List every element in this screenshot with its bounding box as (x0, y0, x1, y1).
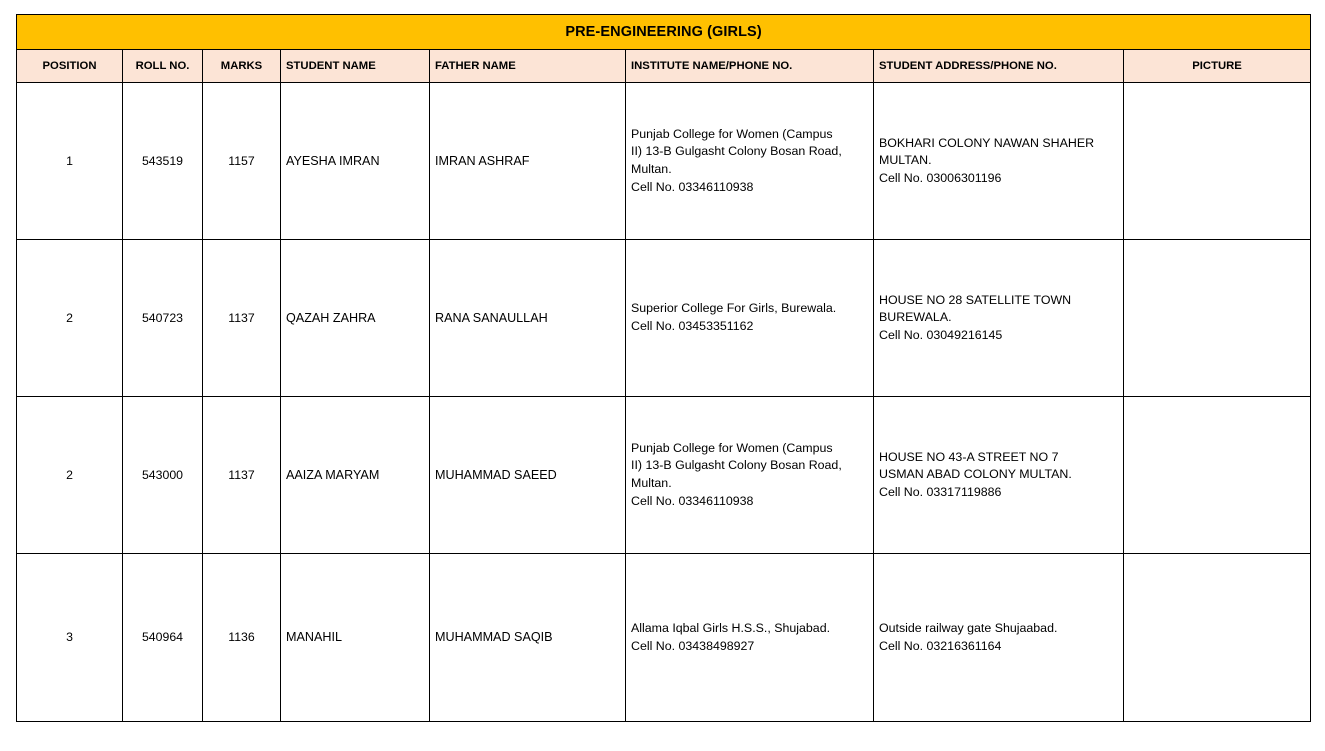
table-row (17, 240, 1311, 397)
institute-line: Superior College For Girls, Burewala. (631, 301, 837, 316)
cell-position: 1 (17, 83, 123, 240)
cell-father-name: IMRAN ASHRAF (430, 83, 626, 240)
cell-picture (1124, 554, 1311, 722)
cell-marks: 1136 (203, 554, 281, 722)
column-header-institute-name: INSTITUTE NAME/PHONE NO. (626, 50, 874, 83)
cell-marks: 1157 (203, 83, 281, 240)
column-header-student-address: STUDENT ADDRESS/PHONE NO. (874, 50, 1124, 83)
address-phone: Cell No. 03006301196 (879, 170, 1002, 185)
cell-marks: 1137 (203, 240, 281, 397)
institute-line: Multan. (631, 162, 672, 176)
merit-list-sheet (16, 14, 1310, 722)
address-line: HOUSE NO 43-A STREET NO 7 (879, 449, 1059, 464)
institute-phone: Cell No. 03346110938 (631, 179, 754, 194)
column-header-picture: PICTURE (1124, 50, 1311, 83)
cell-father-name: RANA SANAULLAH (430, 240, 626, 397)
institute-phone: Cell No. 03453351162 (631, 319, 754, 333)
table-row (17, 83, 1311, 240)
cell-position: 2 (17, 240, 123, 397)
column-header-position: POSITION (17, 50, 123, 83)
cell-position: 2 (17, 397, 123, 554)
address-line: BOKHARI COLONY NAWAN SHAHER (879, 135, 1095, 150)
cell-position: 3 (17, 554, 123, 722)
institute-phone: Cell No. 03438498927 (631, 638, 755, 653)
column-header-student-name: STUDENT NAME (281, 50, 430, 83)
address-line: BUREWALA. (879, 310, 952, 325)
cell-father-name: MUHAMMAD SAQIB (430, 554, 626, 722)
column-header-father-name: FATHER NAME (430, 50, 626, 83)
institute-line: Punjab College for Women (Campus (631, 126, 833, 141)
cell-institute (626, 554, 874, 722)
address-phone: Cell No. 03317119886 (879, 484, 1002, 499)
column-header-marks: MARKS (203, 50, 281, 83)
address-line: MULTAN. (879, 153, 932, 168)
cell-roll-no: 540964 (123, 554, 203, 722)
address-line: HOUSE NO 28 SATELLITE TOWN (879, 292, 1072, 307)
table-header-row (17, 50, 1311, 83)
column-header-roll-no: ROLL NO. (123, 50, 203, 83)
cell-institute (626, 397, 874, 554)
institute-line: Allama Iqbal Girls H.S.S., Shujabad. (631, 620, 831, 635)
cell-roll-no: 540723 (123, 240, 203, 397)
table-title-row (17, 15, 1311, 50)
cell-picture (1124, 83, 1311, 240)
institute-line: II) 13-B Gulgasht Colony Bosan Road, (631, 144, 842, 159)
cell-roll-no: 543000 (123, 397, 203, 554)
address-phone: Cell No. 03049216145 (879, 327, 1003, 342)
cell-institute (626, 83, 874, 240)
cell-student-name: AAIZA MARYAM (281, 397, 430, 554)
cell-address (874, 397, 1124, 554)
address-phone: Cell No. 03216361164 (879, 638, 1002, 653)
institute-line: Multan. (631, 476, 672, 490)
cell-student-name: QAZAH ZAHRA (281, 240, 430, 397)
cell-institute (626, 240, 874, 397)
merit-list-table (16, 14, 1311, 722)
address-line: Outside railway gate Shujaabad. (879, 620, 1058, 635)
institute-line: Punjab College for Women (Campus (631, 440, 833, 455)
institute-phone: Cell No. 03346110938 (631, 493, 754, 508)
institute-line: II) 13-B Gulgasht Colony Bosan Road, (631, 458, 842, 473)
page-title: PRE-ENGINEERING (GIRLS) (17, 15, 1311, 50)
cell-student-name: MANAHIL (281, 554, 430, 722)
cell-marks: 1137 (203, 397, 281, 554)
cell-address (874, 554, 1124, 722)
table-row (17, 397, 1311, 554)
cell-picture (1124, 240, 1311, 397)
cell-address (874, 240, 1124, 397)
cell-father-name: MUHAMMAD SAEED (430, 397, 626, 554)
table-body (17, 83, 1311, 722)
cell-student-name: AYESHA IMRAN (281, 83, 430, 240)
cell-roll-no: 543519 (123, 83, 203, 240)
cell-picture (1124, 397, 1311, 554)
cell-address (874, 83, 1124, 240)
table-row (17, 554, 1311, 722)
address-line: USMAN ABAD COLONY MULTAN. (879, 467, 1072, 482)
